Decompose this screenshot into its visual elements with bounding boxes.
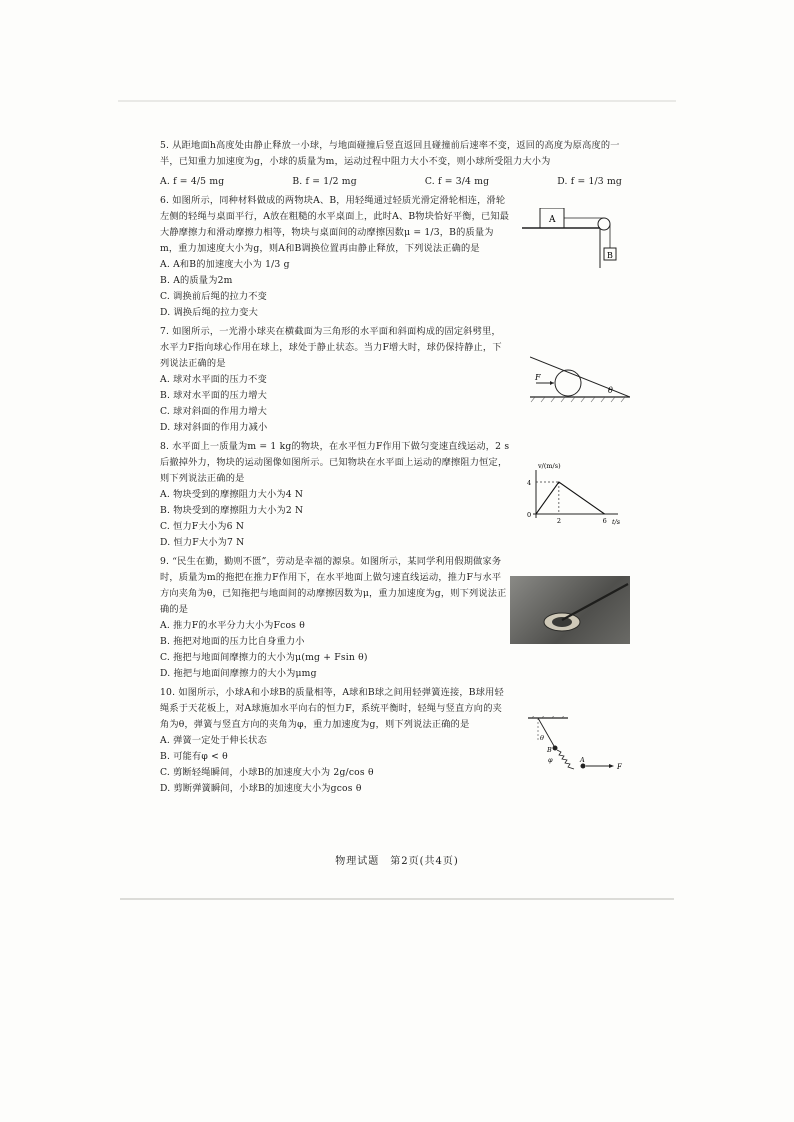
question-5-option-d[interactable]: D. f = 1/3 mg	[557, 176, 622, 187]
ball-a-label: A	[580, 756, 585, 764]
tick-label-6: 6	[602, 517, 607, 525]
tick-label-2: 2	[556, 517, 561, 525]
question-6-figure	[522, 208, 632, 268]
page-footer: 物理试题 第2页(共4页)	[335, 856, 459, 867]
ball-b-label: B	[547, 746, 552, 754]
ball	[555, 370, 581, 396]
question-9-stem: 9. “民生在勤，勤则不匮”，劳动是幸福的源泉。如图所示，某同学利用假期做家务时，质量为m的拖把在推力F作用下，在水平地面上做匀速直线运动，推力F与水平方向夹角为θ，已知拖把与地面间的动摩擦因数为μ，重力加速度为g，则下列说法正确的是	[160, 556, 507, 615]
question-9-option-b[interactable]: B. 拖把对地面的压力比自身重力小	[160, 636, 305, 647]
question-7-figure	[530, 355, 630, 403]
origin-label: 0	[527, 511, 532, 519]
question-5-options	[160, 174, 630, 190]
block-a-label: A	[549, 215, 556, 225]
question-6-option-a[interactable]: A. A和B的加速度大小为 1/3 g	[160, 259, 290, 270]
question-7-stem: 7. 如图所示，一光滑小球夹在横截面为三角形的水平面和斜面构成的固定斜劈里，水平力F指向球心作用在球上，球处于静止状态。当力F增大时，球仍保持静止，下列说法正确的是	[160, 326, 502, 369]
question-8-option-a[interactable]: A. 物块受到的摩擦阻力大小为4 N	[160, 489, 304, 500]
mop-photo-drawing	[510, 576, 630, 644]
question-8-option-c[interactable]: C. 恒力F大小为6 N	[160, 521, 245, 532]
scan-edge-bottom	[120, 898, 674, 900]
force-f-arrowhead	[609, 764, 614, 768]
question-10-stem: 10. 如图所示，小球A和小球B的质量相等，A球和B球之间用轻弹簧连接，B球用轻绳系于天花板上，对A球施加水平向右的恒力F，系统平衡时，轻绳与竖直方向的夹角为θ，弹簧与竖直方向的夹角为φ，重力加速度为g，则下列说法正确的是	[160, 687, 504, 730]
question-10-option-c[interactable]: C. 剪断轻绳瞬间，小球B的加速度大小为 2g/cos θ	[160, 767, 374, 778]
spring	[557, 750, 574, 769]
question-5	[160, 138, 630, 190]
question-6-option-b[interactable]: B. A的质量为2m	[160, 275, 233, 286]
question-9-option-a[interactable]: A. 推力F的水平分力大小为Fcos θ	[160, 620, 305, 631]
question-10-option-a[interactable]: A. 弹簧一定处于伸长状态	[160, 735, 267, 746]
scan-edge-top	[118, 100, 676, 102]
angle-label: θ	[608, 386, 613, 395]
question-8-vt-graph	[522, 462, 630, 532]
ball-b	[553, 746, 558, 751]
question-6-stem: 6. 如图所示，同种材料做成的两物块A、B，用轻绳通过轻质光滑定滑轮相连，滑轮左侧的轻绳与桌面平行，A放在粗糙的水平桌面上，此时A、B物块恰好平衡，已知最大静摩擦力和滑动摩擦力相等，物块与桌面间的动摩擦因数μ = 1/3，B的质量为m，重力加速度大小为g，则A和B调换位置再由静止释放，下列说法正确的是	[160, 195, 510, 254]
ball-a	[581, 764, 586, 769]
question-10-option-d[interactable]: D. 剪断弹簧瞬间，小球B的加速度大小为gcos θ	[160, 783, 362, 794]
ground-hatching	[531, 397, 625, 402]
question-8-option-d[interactable]: D. 恒力F大小为7 N	[160, 537, 245, 548]
question-6-option-d[interactable]: D. 调换后绳的拉力变大	[160, 307, 258, 318]
question-5-option-c[interactable]: C. f = 3/4 mg	[424, 176, 490, 187]
mop-center	[552, 617, 572, 627]
question-7-option-b[interactable]: B. 球对水平面的压力增大	[160, 390, 268, 401]
question-9-option-c[interactable]: C. 拖把与地面间摩擦力的大小为μ(mg + Fsin θ)	[160, 652, 368, 663]
y-axis-label: v/(m/s)	[538, 462, 561, 470]
force-arrowhead	[550, 381, 554, 385]
force-label: F	[535, 373, 541, 382]
block-b-label: B	[607, 251, 613, 260]
question-10-figure	[528, 716, 632, 780]
question-8-option-b[interactable]: B. 物块受到的摩擦阻力大小为2 N	[160, 505, 304, 516]
x-axis-label: t/s	[612, 518, 621, 526]
question-8-stem: 8. 水平面上一质量为m = 1 kg的物块，在水平恒力F作用下做匀变速直线运动，2 s后撤掉外力，物块的运动图像如图所示。已知物块在水平面上运动的摩擦阻力恒定，则下列说法正确的是	[160, 441, 510, 484]
question-7-option-d[interactable]: D. 球对斜面的作用力减小	[160, 422, 268, 433]
question-5-stem: 5. 从距地面h高度处由静止释放一小球，与地面碰撞后竖直返回且碰撞前后速率不变，返回的高度为原高度的一半，已知重力加速度为g，小球的质量为m，运动过程中阻力大小不变，则小球所受阻力大小为	[160, 140, 620, 167]
question-5-option-b[interactable]: B. f = 1/2 mg	[292, 176, 357, 187]
question-7-option-c[interactable]: C. 球对斜面的作用力增大	[160, 406, 268, 417]
question-9-option-d[interactable]: D. 拖把与地面间摩擦力的大小为μmg	[160, 668, 317, 679]
question-10-option-b[interactable]: B. 可能有φ < θ	[160, 751, 228, 762]
theta-label: θ	[540, 734, 544, 742]
peak-value-label: 4	[527, 479, 532, 487]
phi-label: φ	[548, 756, 553, 764]
question-5-option-a[interactable]: A. f = 4/5 mg	[160, 176, 225, 187]
question-6-option-c[interactable]: C. 调换前后绳的拉力不变	[160, 291, 268, 302]
mop-handle	[562, 584, 628, 620]
question-9-photo	[510, 576, 630, 644]
force-f-label: F	[617, 763, 622, 771]
velocity-series-line	[536, 482, 605, 514]
question-7-option-a[interactable]: A. 球对水平面的压力不变	[160, 374, 267, 385]
